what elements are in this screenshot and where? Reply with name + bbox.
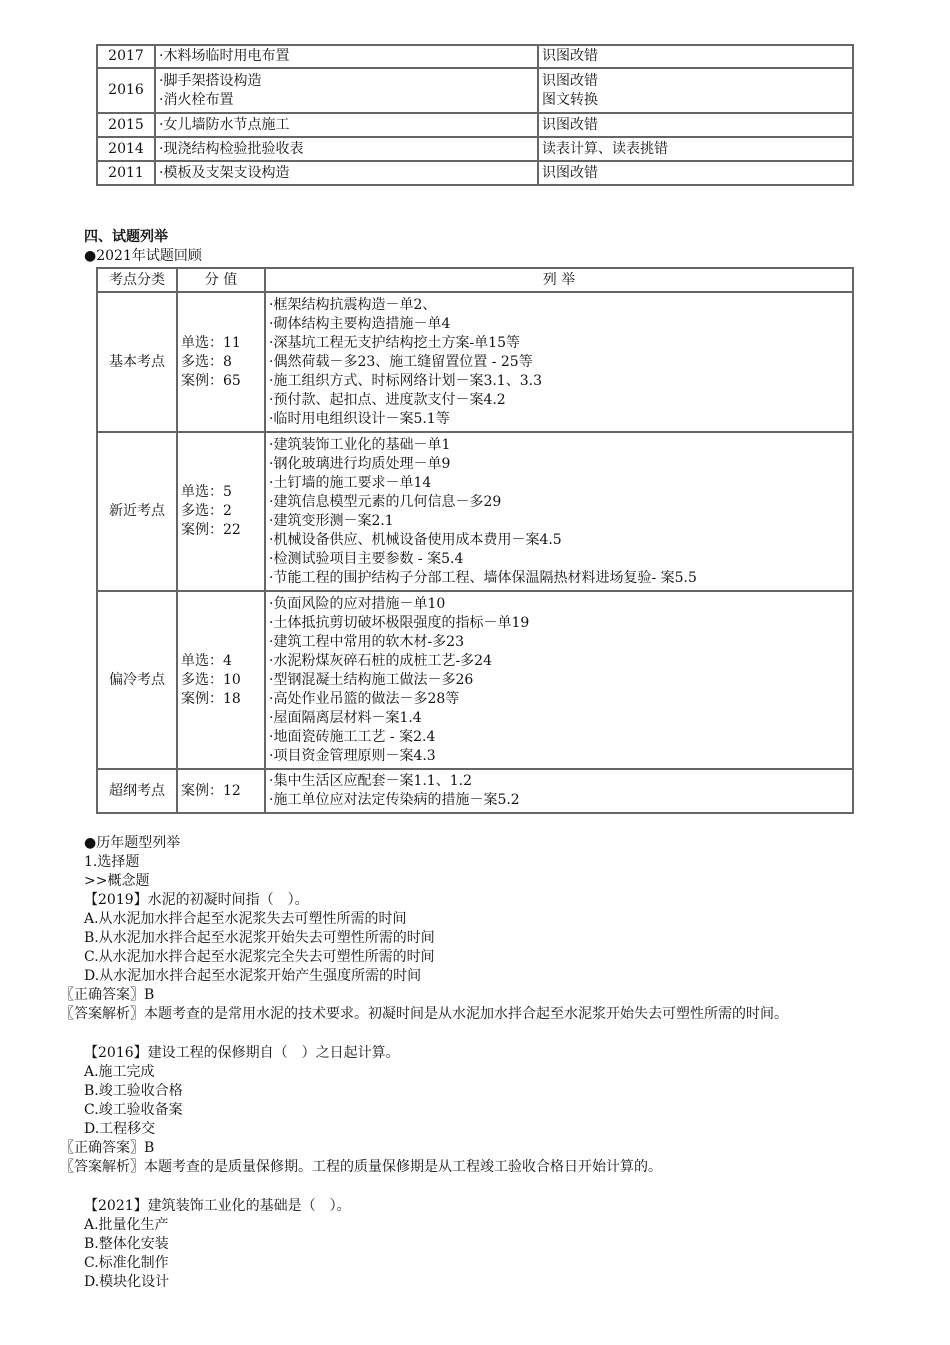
skill-line: 读表计算、读表挑错 (542, 140, 668, 157)
category-cell: 偏冷考点 (97, 591, 177, 769)
table-row (97, 113, 853, 137)
answer-analysis: 〖答案解析〗本题考查的是常用水泥的技术要求。初凝时间是从水泥加水拌合起至水泥浆开始失去可塑性所需的时间。 (60, 1006, 788, 1022)
item-line: ·偶然荷载－多23、施工缝留置位置 - 25等 (269, 353, 533, 370)
option-b: B.整体化安装 (84, 1236, 169, 1252)
item-line: ·屋面隔离层材料－案1.4 (269, 709, 422, 726)
option-c: C.从水泥加水拌合起至水泥浆完全失去可塑性所需的时间 (84, 949, 435, 965)
table-row (97, 292, 853, 432)
option-c: C.标准化制作 (84, 1255, 169, 1271)
year-cell: 2016 (97, 68, 155, 113)
header-items: 列 举 (265, 268, 853, 292)
item-line: ·负面风险的应对措施－单10 (269, 595, 446, 612)
item-line: ·深基坑工程无支护结构挖土方案-单15等 (269, 334, 520, 351)
option-c: C.竣工验收备案 (84, 1102, 183, 1118)
table-row (97, 769, 853, 813)
item-line: ·节能工程的围护结构子分部工程、墙体保温隔热材料进场复验- 案5.5 (269, 569, 697, 586)
items-cell (265, 591, 853, 769)
score-line: 案例：65 (181, 372, 241, 389)
score-cell (177, 432, 265, 591)
item-line: ·集中生活区应配套－案1.1、1.2 (269, 773, 472, 789)
option-d: D.工程移交 (84, 1121, 156, 1137)
item-line: ·建筑装饰工业化的基础－单1 (269, 436, 451, 453)
item-line: ·高处作业吊篮的做法－多28等 (269, 690, 460, 707)
score-line: 多选：10 (181, 671, 241, 688)
history-subtitle: >>概念题 (84, 873, 150, 889)
content-cell (155, 45, 538, 68)
content-line: ·女儿墙防水节点施工 (159, 116, 290, 133)
year-cell: 2014 (97, 137, 155, 161)
item-line: ·砌体结构主要构造措施－单4 (269, 315, 451, 332)
header-score: 分 值 (177, 268, 265, 292)
skill-cell (538, 113, 853, 137)
question-stem: 【2021】建筑装饰工业化的基础是（ ）。 (84, 1198, 351, 1214)
item-line: ·施工单位应对法定传染病的措施－案5.2 (269, 792, 520, 808)
section-heading: 四、试题列举 (84, 229, 168, 245)
content-line: ·模板及支架支设构造 (159, 164, 290, 181)
score-line: 案例：18 (181, 690, 241, 707)
history-subtitle: 1.选择题 (84, 854, 140, 870)
score-line: 单选：4 (181, 652, 232, 669)
year-cell: 2015 (97, 113, 155, 137)
option-b: B.从水泥加水拌合起至水泥浆开始失去可塑性所需的时间 (84, 930, 435, 946)
option-b: B.竣工验收合格 (84, 1083, 183, 1099)
content-cell (155, 161, 538, 185)
table-row (97, 137, 853, 161)
question-stem: 【2019】水泥的初凝时间指（ ）。 (84, 892, 309, 908)
items-cell (265, 432, 853, 591)
skill-line: 识图改错 (542, 48, 598, 64)
score-line: 案例：22 (181, 522, 241, 538)
content-line: ·消火栓布置 (159, 91, 234, 108)
table-row (97, 45, 853, 68)
option-a: A.施工完成 (84, 1064, 155, 1080)
skill-line: 识图改错 (542, 116, 598, 133)
item-line: ·水泥粉煤灰碎石桩的成桩工艺-多24 (269, 652, 492, 669)
content-line: ·脚手架搭设构造 (159, 72, 262, 89)
score-line: 单选：11 (181, 334, 241, 351)
skill-line: 图文转换 (542, 91, 598, 108)
exam-review-table (96, 267, 854, 814)
answer-analysis: 〖答案解析〗本题考查的是质量保修期。工程的质量保修期是从工程竣工验收合格日开始计算的。 (60, 1159, 662, 1175)
year-cell: 2017 (97, 45, 155, 68)
score-line: 单选：5 (181, 484, 232, 500)
table-header-row (97, 268, 853, 292)
option-d: D.模块化设计 (84, 1274, 170, 1290)
item-line: ·建筑信息模型元素的几何信息－多29 (269, 493, 502, 510)
item-line: ·施工组织方式、时标网络计划－案3.1、3.3 (269, 372, 542, 389)
table-row (97, 432, 853, 591)
history-title: ●历年题型列举 (84, 835, 181, 851)
item-line: ·土体抵抗剪切破坏极限强度的指标－单19 (269, 614, 530, 631)
item-line: ·钢化玻璃进行均质处理－单9 (269, 455, 451, 472)
category-cell: 基本考点 (97, 292, 177, 432)
item-line: ·型钢混凝土结构施工做法－多26 (269, 671, 474, 688)
item-line: ·预付款、起扣点、进度款支付－案4.2 (269, 391, 506, 408)
skill-cell (538, 45, 853, 68)
header-category: 考点分类 (97, 268, 177, 292)
content-line: ·木料场临时用电布置 (159, 48, 290, 64)
skill-line: 识图改错 (542, 72, 598, 89)
category-cell: 新近考点 (97, 432, 177, 591)
correct-answer: 〖正确答案〗B (60, 1140, 155, 1156)
table-row (97, 68, 853, 113)
items-cell (265, 769, 853, 813)
item-line: ·建筑变形测－案2.1 (269, 512, 394, 529)
skill-cell (538, 137, 853, 161)
correct-answer: 〖正确答案〗B (60, 987, 155, 1003)
item-line: ·机械设备供应、机械设备使用成本费用－案4.5 (269, 531, 562, 548)
score-line: 多选：8 (181, 353, 232, 370)
year-cell: 2011 (97, 161, 155, 185)
option-a: A.从水泥加水拌合起至水泥浆失去可塑性所需的时间 (84, 911, 407, 927)
content-cell (155, 137, 538, 161)
table-row (97, 161, 853, 185)
content-cell (155, 68, 538, 113)
score-line: 案例：12 (181, 782, 241, 799)
item-line: ·土钉墙的施工要求－单14 (269, 474, 432, 491)
option-d: D.从水泥加水拌合起至水泥浆开始产生强度所需的时间 (84, 968, 422, 984)
question-stem: 【2016】建设工程的保修期自（ ）之日起计算。 (84, 1045, 400, 1061)
section-subheading: ●2021年试题回顾 (84, 248, 202, 264)
item-line: ·框架结构抗震构造－单2、 (269, 296, 437, 313)
item-line: ·检测试验项目主要参数 - 案5.4 (269, 550, 464, 567)
item-line: ·地面瓷砖施工工艺 - 案2.4 (269, 728, 436, 745)
item-line: ·项目资金管理原则－案4.3 (269, 747, 436, 764)
score-cell (177, 769, 265, 813)
skill-cell (538, 68, 853, 113)
score-line: 多选：2 (181, 503, 232, 519)
table-row (97, 591, 853, 769)
score-cell (177, 591, 265, 769)
item-line: ·建筑工程中常用的软木材-多23 (269, 633, 464, 650)
skill-line: 识图改错 (542, 164, 598, 181)
content-cell (155, 113, 538, 137)
score-cell (177, 292, 265, 432)
exam-type-table (96, 44, 854, 186)
category-cell: 超纲考点 (97, 769, 177, 813)
skill-cell (538, 161, 853, 185)
content-line: ·现浇结构检验批验收表 (159, 140, 304, 157)
option-a: A.批量化生产 (84, 1217, 169, 1233)
items-cell (265, 292, 853, 432)
item-line: ·临时用电组织设计－案5.1等 (269, 410, 450, 427)
